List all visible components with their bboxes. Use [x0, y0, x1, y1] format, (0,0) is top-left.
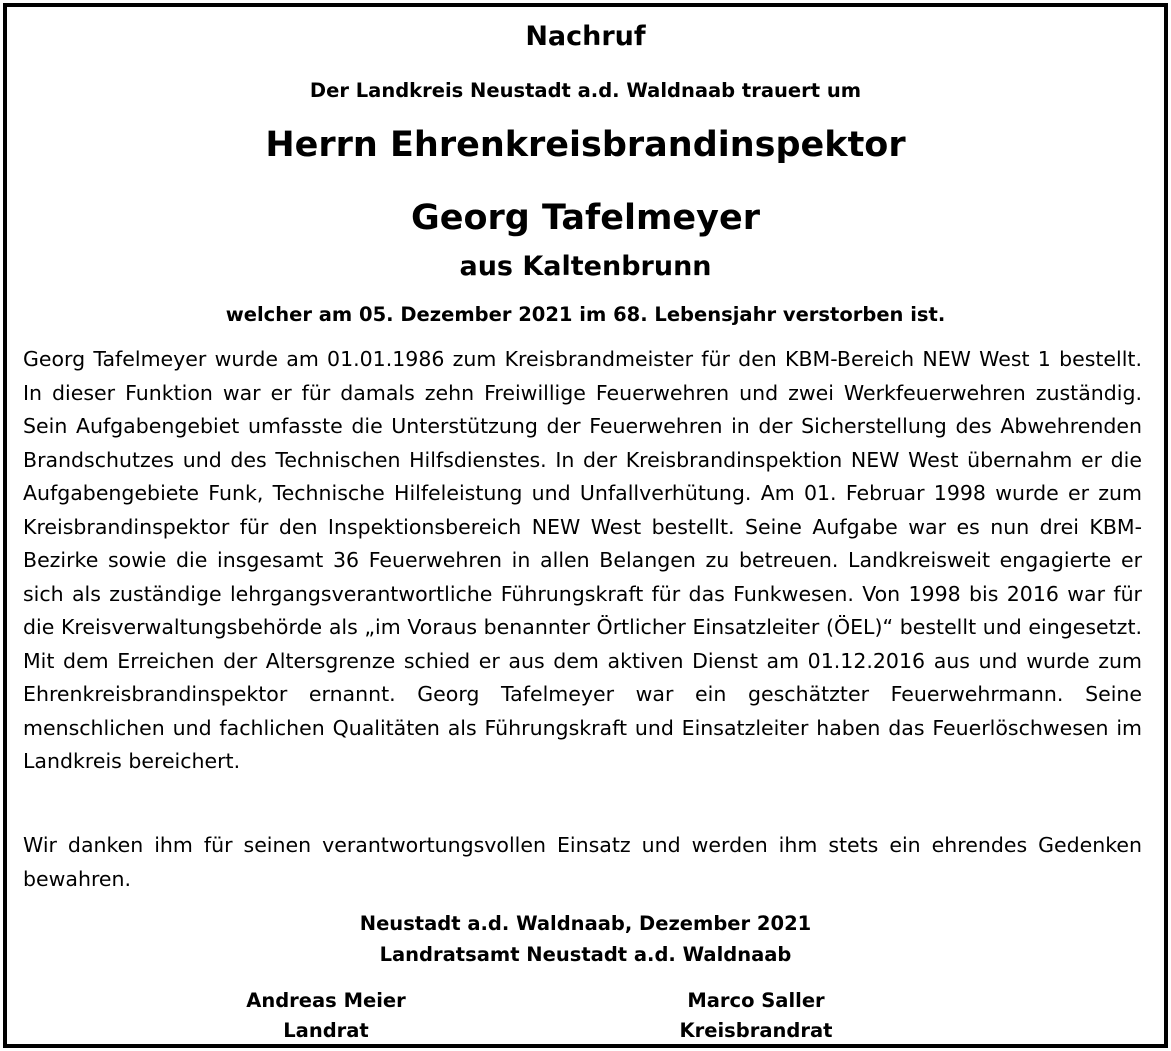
death-line: welcher am 05. Dezember 2021 im 68. Lebensjahr verstorben ist. — [225, 303, 946, 326]
signatory-name: Marco Saller — [687, 989, 825, 1012]
mourning-intro: Der Landkreis Neustadt a.d. Waldnaab trauert um — [309, 79, 862, 102]
signatory-role: Landrat — [283, 1019, 369, 1042]
signatory-name: Andreas Meier — [246, 989, 406, 1012]
gratitude-paragraph: Wir danken ihm für seinen verantwortungsvollen Einsatz und werden ihm stets ein ehrendes Gedenken bewahren. — [23, 833, 1142, 891]
signature-block-left — [176, 986, 476, 1046]
signature-block-right — [606, 986, 906, 1046]
honorific-title: Herrn Ehrenkreisbrandinspektor — [265, 125, 906, 165]
issuing-authority: Landratsamt Neustadt a.d. Waldnaab — [379, 943, 792, 966]
place-date: Neustadt a.d. Waldnaab, Dezember 2021 — [359, 912, 812, 935]
signatory-role: Kreisbrandrat — [679, 1019, 833, 1042]
obituary-title: Nachruf — [525, 21, 646, 52]
biography-paragraph: Georg Tafelmeyer wurde am 01.01.1986 zum Kreisbrandmeister für den KBM-Bereich NEW West 1 bestellt. In dieser Funktion war er für damals zehn Freiwillige Feuerwehren und zwei Werkfeuerwehren zuständig. Sein Aufgabengebiet umfasste die Unterstützung der Feuerwehren in der Sicherstellung des Abwehrenden Brandschutzes und des Technischen Hilfsdienstes. In der Kreisbrandinspektion NEW West übernahm er die Aufgabengebiete Funk, Technische Hilfeleistung und Unfallverhütung. Am 01. Februar 1998 wurde er zum Kreisbrandinspektor für den Inspektionsbereich NEW West bestellt. Seine Aufgabe war es nun drei KBM-Bezirke sowie die insgesamt 36 Feuerwehren in allen Belangen zu betreuen. Landkreisweit engagierte er sich als zuständige lehrgangsverantwortliche Führungskraft für das Funkwesen. Von 1998 bis 2016 war für die Kreisverwaltungsbehörde als „im Voraus benannter Örtlicher Einsatzleiter (ÖEL)“ bestellt und eingesetzt. Mit dem Erreichen der Altersgrenze schied er aus dem aktiven Dienst am 01.12.2016 aus und wurde zum Ehrenkreisbrandinspektor ernannt. Georg Tafelmeyer war ein geschätzter Feuerwehrmann. Seine menschlichen und fachlichen Qualitäten als Führungskraft und Einsatzleiter haben das Feuerlöschwesen im Landkreis bereichert. — [23, 347, 1142, 773]
obituary-frame — [3, 3, 1168, 1048]
deceased-name: Georg Tafelmeyer — [411, 198, 760, 238]
deceased-origin: aus Kaltenbrunn — [459, 251, 712, 282]
